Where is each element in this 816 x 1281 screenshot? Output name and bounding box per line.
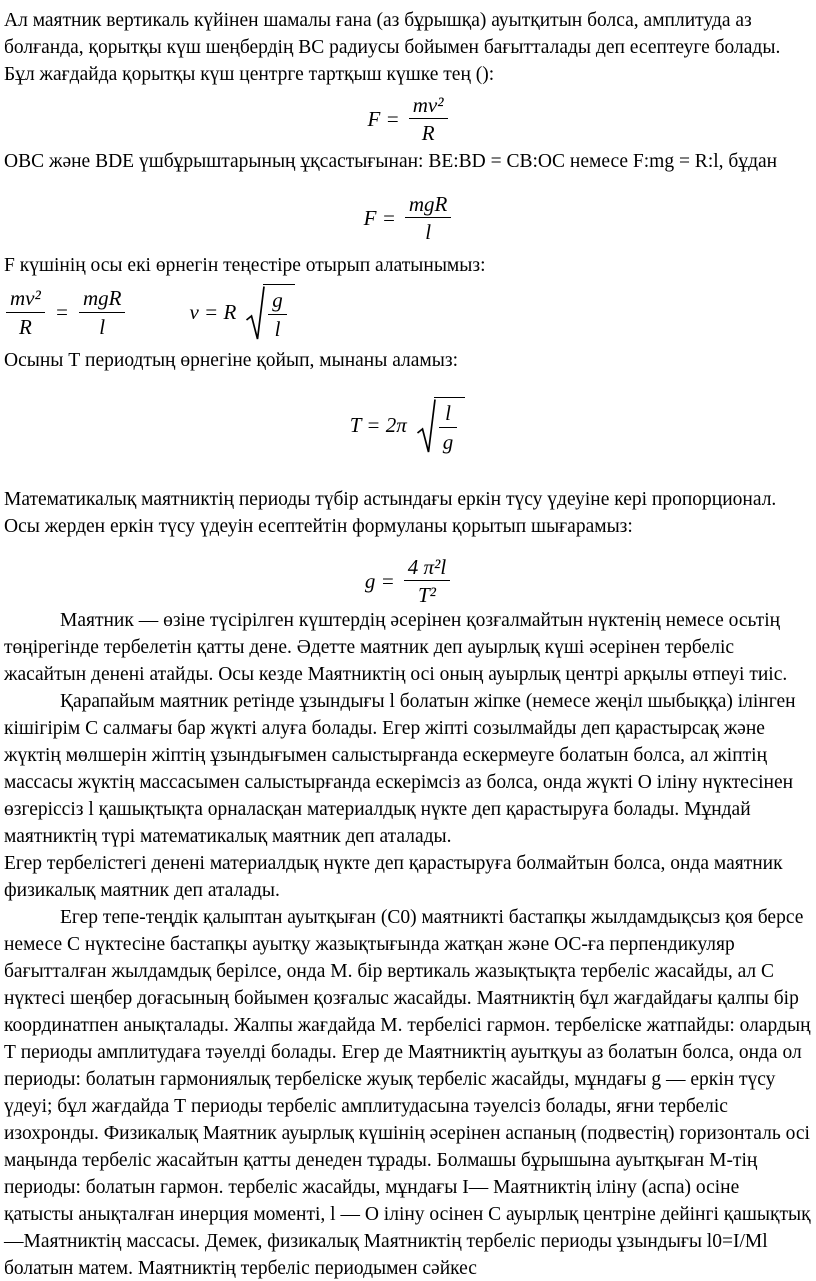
- paragraph-simple-pendulum: Қарапайым маятник ретінде ұзындығы l болатын жіпке (немесе жеңіл шыбыққа) ілінген кішігірім С салмағы бар жүкті алуға болады. Егер жіпті созылмайды деп қарастырсақ және жүктің мөлшерін жіптің ұзындығымен салыстырғанда ескермеуге болатын болса, ал жіптің массасы жүктің массасымен салыстырғанда ескерімсіз аз болса, онда жүкті О іліну нүктесінен өзгеріссіз l қашықтықта орналасқан материалдық нүкте деп қарастыруға болады. Мұндай маятниктің түрі математикалық маятник деп аталады.: [4, 690, 796, 847]
- formula-lhs: F =: [367, 107, 400, 132]
- fraction: [404, 555, 450, 607]
- formula-lhs: F =: [363, 206, 396, 231]
- formula-lhs: v = R: [189, 300, 237, 325]
- fraction-denominator: l: [99, 314, 106, 339]
- square-root-body: [263, 284, 295, 340]
- fraction-bar: [405, 217, 452, 218]
- fraction-numerator: 4 π²l: [407, 554, 447, 579]
- formula-velocity-derivation: [4, 283, 811, 343]
- formula-lhs: g =: [364, 568, 395, 593]
- fraction-numerator: g: [272, 288, 283, 313]
- formula-centripetal-force: [4, 93, 811, 145]
- formula-lhs: T = 2π: [349, 413, 407, 438]
- fraction-denominator: l: [274, 316, 281, 341]
- fraction-denominator: l: [425, 220, 432, 245]
- formula-force-mgr: [4, 192, 811, 244]
- fraction-denominator: g: [442, 429, 454, 454]
- paragraph-math-pendulum-period: Математикалық маятниктің периоды түбір астындағы еркін түсу үдеуіне кері пропорционал. Осы жерден еркін түсу үдеуін есептейтін формуланы қорытып шығарамыз:: [4, 488, 777, 537]
- square-root: [245, 283, 295, 343]
- fraction-bar: [79, 312, 126, 313]
- fraction-bar: [268, 314, 287, 315]
- fraction-bar: [409, 118, 448, 119]
- fraction: [79, 286, 126, 338]
- fraction: [268, 288, 287, 340]
- formula-gravity: [4, 555, 811, 607]
- paragraph-triangle-similarity: ОВС және BDE үшбұрыштарының ұқсастығынан: BE:BD = CB:OC немесе F:mg = R:l, бұдан: [4, 151, 778, 173]
- paragraph-intro: Ал маятник вертикаль күйінен шамалы ғана (аз бұрышқа) ауытқитын болса, амплитуда аз болғанда, қорытқы күш шеңбердің ВС радиусы бойымен бағытталады деп есептеуге болады. Бұл жағдайда қорытқы күш центрге тартқыш күшке тең ():: [4, 10, 781, 85]
- fraction-denominator: R: [421, 121, 435, 146]
- paragraph-oscillation-details: Егер тепе-теңдік қалыптан ауытқыған (С0) маятникті бастапқы жылдамдықсыз қоя берсе немесе С нүктесіне бастапқы ауытқу жазықтығында жатқан және ОС-ға перпендикуляр бағытталған жылдамдық берілсе, онда М. бір вертикаль жазықтықта тербеліс жасайды, ал С нүктесі шеңбер доғасының бойымен қозғалыс жасайды. Маятниктің бұл жағдайдағы қалпы бір координатпен анықталады. Жалпы жағдайда М. тербелісі гармон. тербеліске жатпайды: олардың Т периоды амплитудаға тәуелді болады. Егер де Маятниктің ауытқуы аз болатын болса, онда ол периоды: болатын гармониялық тербеліске жуық тербеліс жасайды, мұндағы g — еркін түсу үдеуі; бұл жағдайда Т периоды тербеліс амплитудасына тәуелсіз болады, яғни тербеліс изохронды. Физикалық Маятник ауырлық күшінің әсерінен аспаның (подвестің) горизонталь осі маңында тербеліс жасайтын қатты денеден тұрады. Болмашы бұрышына ауытқыған М-тің периоды: болатын гармон. тербеліс жасайды, мұндағы I— Маятниктің іліну (аспа) осіне қатысты анықталған инерция моменті, l — О іліну осінен С ауырлық центріне дейінгі қашықтық —Маятниктің массасы. Демек, физикалық Маятниктің тербеліс периоды ұзындығы l0=I/Ml болатын матем. Маятниктің тербеліс периодымен сәйкес: [4, 906, 811, 1279]
- paragraph-pendulum-definition: Маятник — өзіне түсірілген күштердің әсерінен қозғалмайтын нүктенің немесе осьтің төңірегінде тербелетін қатты дене. Әдетте маятник деп ауырлық күші әсерінен тербеліс жасайтын денені атайды. Осы кезде Маятниктің осі оның ауырлық центрі арқылы өтпеуі тиіс.: [4, 609, 788, 685]
- fraction-bar: [439, 427, 458, 428]
- paragraph-period-substitution: Осыны Т периодтың өрнегіне қойып, мынаны аламыз:: [4, 349, 458, 371]
- paragraph-physical-pendulum: Егер тербелістегі денені материалдық нүкте деп қарастыруға болмайтын болса, онда маятник физикалық маятник деп аталады.: [4, 852, 783, 901]
- square-root: [416, 396, 466, 456]
- fraction: [405, 192, 452, 244]
- fraction-numerator: mv²: [10, 286, 41, 311]
- radical-sign-icon: [416, 396, 436, 456]
- fraction-denominator: T²: [417, 582, 436, 607]
- fraction-numerator: mgR: [82, 286, 122, 311]
- formula-period: [4, 396, 811, 456]
- paragraph-equate-forces: F күшінің осы екі өрнегін теңестіре отырып алатынымыз:: [4, 254, 486, 276]
- fraction-numerator: l: [445, 401, 451, 426]
- equals-sign: =: [54, 300, 69, 325]
- fraction-bar: [6, 312, 45, 313]
- fraction-bar: [404, 580, 450, 581]
- fraction: [409, 93, 448, 145]
- radical-sign-icon: [245, 283, 265, 343]
- fraction-numerator: mgR: [408, 192, 448, 217]
- fraction-numerator: mv²: [412, 93, 444, 117]
- fraction: [439, 401, 458, 453]
- fraction: [6, 286, 45, 338]
- square-root-body: [434, 397, 466, 453]
- fraction-denominator: R: [18, 314, 32, 339]
